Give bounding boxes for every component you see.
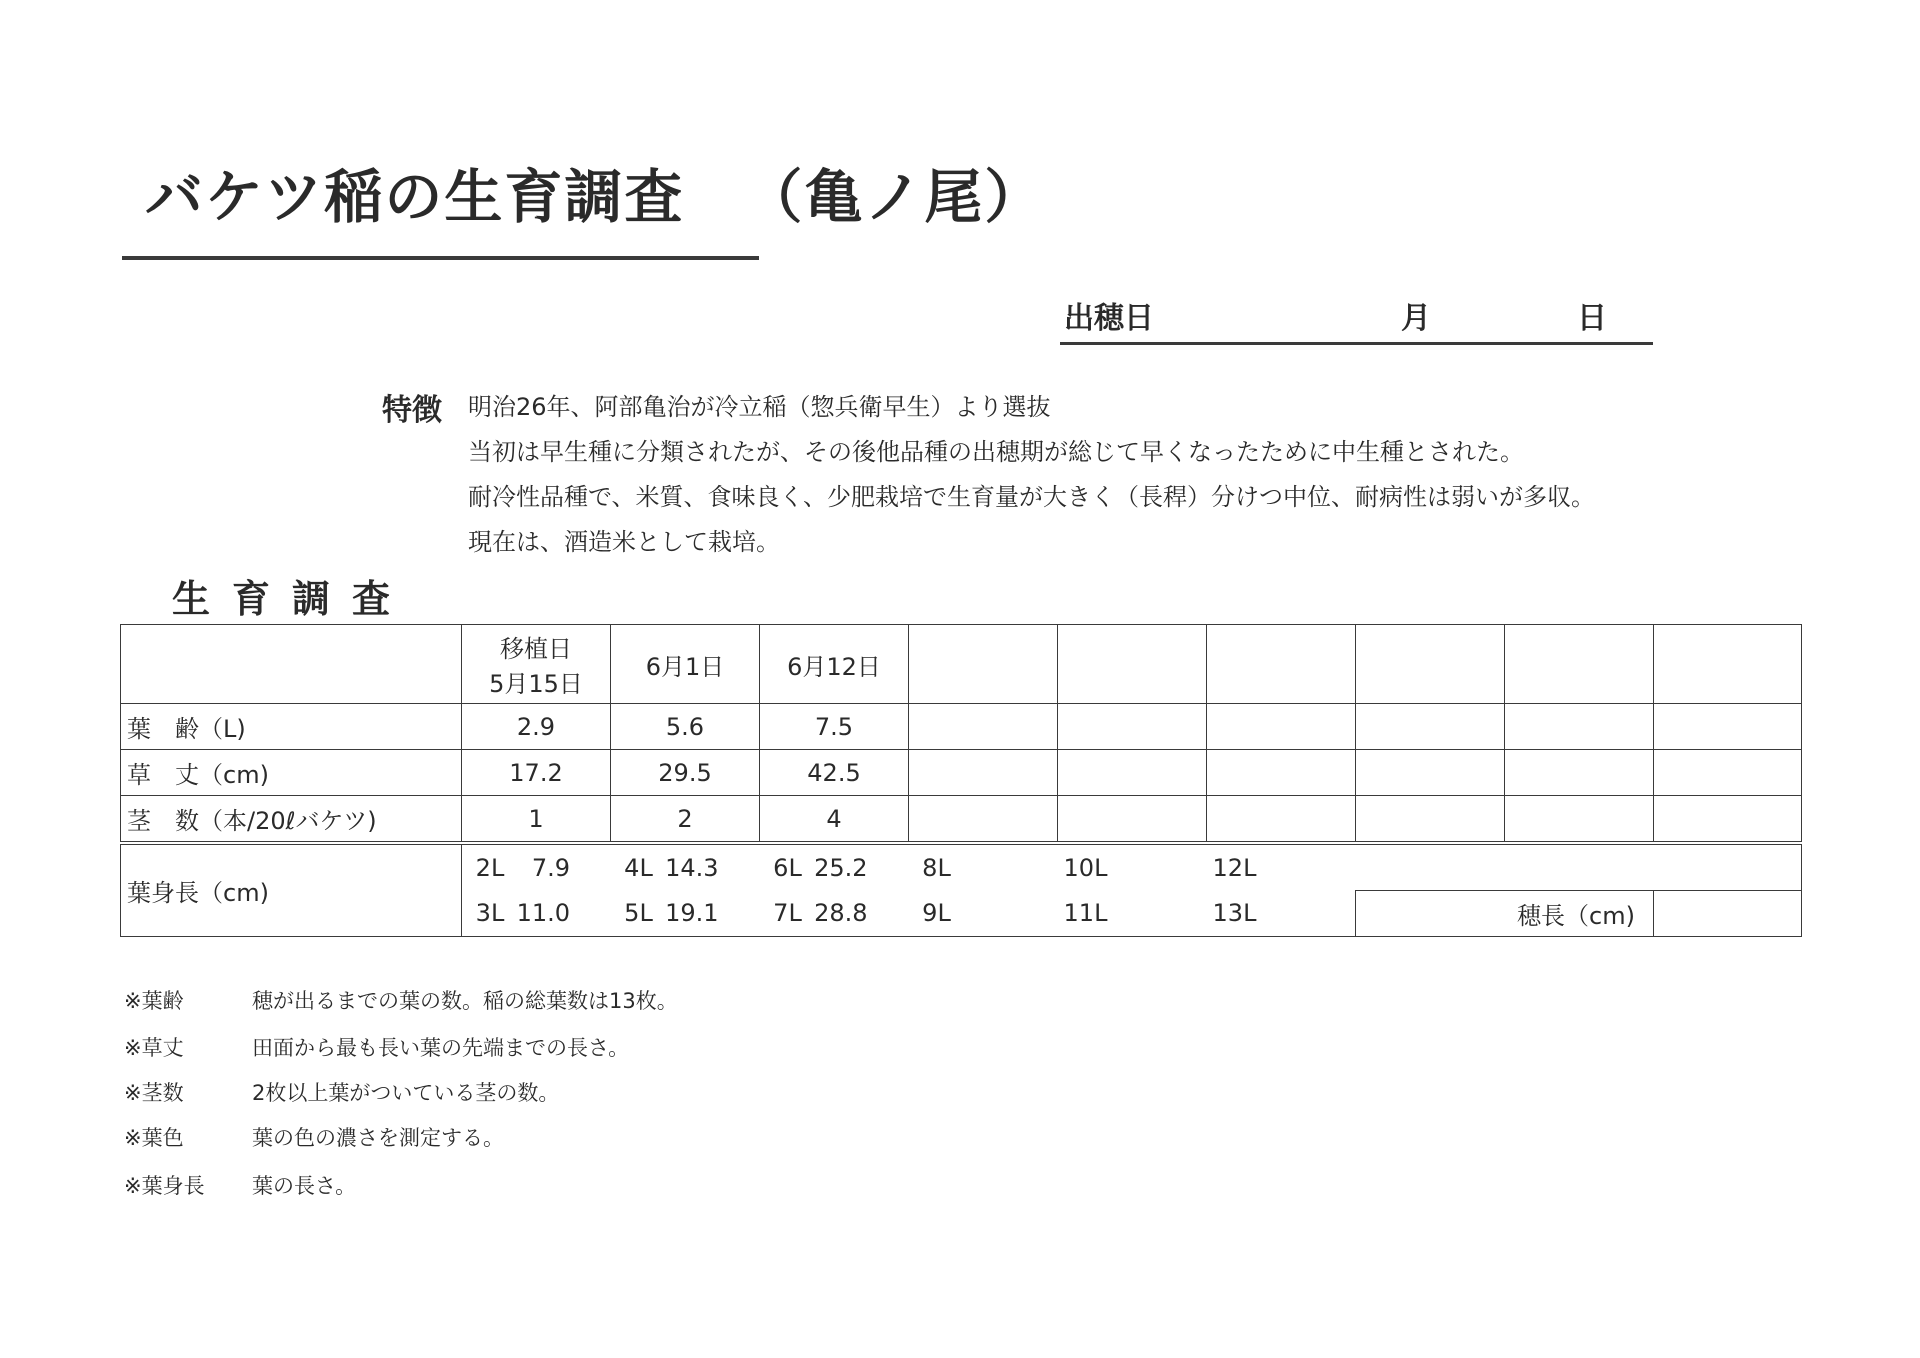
note-text: 葉の色の濃さを測定する。 (252, 1126, 504, 1150)
value-cell: 7.5 (760, 704, 909, 750)
note-text: 2枚以上葉がついている茎の数。 (252, 1081, 560, 1105)
empty-value-cell[interactable] (909, 704, 1058, 750)
empty-value-cell[interactable] (1505, 750, 1654, 796)
leaf-length-value: 28.8 (814, 899, 868, 928)
note-leaf-length (124, 1170, 356, 1200)
leaf-number: 7L (773, 899, 802, 928)
date-header-line1: 6月1日 (645, 652, 725, 681)
note-term: ※葉色 (124, 1126, 184, 1150)
note-leaf-color (124, 1122, 504, 1152)
empty-date-cell[interactable] (1207, 625, 1356, 704)
leaf-length-value: 19.1 (665, 899, 719, 928)
leaf-length-cell[interactable] (1207, 843, 1356, 891)
panicle-length-label: 穂長（cm) (1356, 891, 1654, 937)
row-label: 草 丈（cm) (121, 750, 462, 796)
empty-value-cell[interactable] (1207, 750, 1356, 796)
empty-value-cell[interactable] (1058, 796, 1207, 844)
note-text: 葉の長さ。 (252, 1174, 357, 1198)
leaf-number: 9L (922, 899, 951, 928)
leaf-length-cell (462, 891, 611, 937)
date-header-cell (760, 625, 909, 704)
value-cell: 4 (760, 796, 909, 844)
feature-line-3: 耐冷性品種で、米質、食味良く、少肥栽培で生育量が大きく（長稈）分けつ中位、耐病性は弱いが多収。 (468, 483, 1596, 511)
feature-line-1: 明治26年、阿部亀治が冷立稲（惣兵衛早生）より選抜 (468, 393, 1051, 421)
empty-value-cell[interactable] (1356, 750, 1505, 796)
survey-section-title: 生育調査 (172, 577, 413, 621)
leaf-length-blank (1356, 843, 1802, 891)
table-row-plant-height (121, 750, 1802, 796)
leaf-length-cell (462, 843, 611, 891)
empty-value-cell[interactable] (1058, 750, 1207, 796)
date-header-line1: 6月12日 (787, 652, 881, 681)
empty-value-cell[interactable] (909, 750, 1058, 796)
leaf-length-cell (760, 843, 909, 891)
feature-line-2: 当初は早生種に分類されたが、その後他品種の出穂期が総じて早くなったために中生種とされた。 (468, 438, 1524, 466)
row-label: 葉身長（cm) (121, 843, 462, 937)
table-header-row (121, 625, 1802, 704)
note-term: ※葉身長 (124, 1174, 205, 1198)
leaf-number: 8L (922, 853, 951, 882)
empty-value-cell[interactable] (1505, 796, 1654, 844)
empty-value-cell[interactable] (1654, 796, 1802, 844)
leaf-number: 4L (624, 853, 653, 882)
empty-value-cell[interactable] (1505, 704, 1654, 750)
leaf-length-value: 7.9 (531, 853, 570, 882)
value-cell: 1 (462, 796, 611, 844)
leaf-number: 12L (1212, 853, 1257, 882)
leaf-number: 3L (475, 899, 505, 928)
empty-value-cell[interactable] (909, 796, 1058, 844)
row-label: 茎 数（本/20ℓバケツ) (121, 796, 462, 844)
empty-date-cell[interactable] (1505, 625, 1654, 704)
leaf-length-cell (760, 891, 909, 937)
value-cell: 5.6 (611, 704, 760, 750)
leaf-length-cell[interactable] (1207, 891, 1356, 937)
heading-month-label: 月 (1401, 301, 1431, 336)
leaf-length-cell[interactable] (1058, 843, 1207, 891)
date-header-line1: 移植日 (500, 635, 572, 663)
note-text: 田面から最も長い葉の先端までの長さ。 (252, 1036, 630, 1060)
leaf-number: 5L (624, 899, 653, 928)
empty-value-cell[interactable] (1654, 750, 1802, 796)
empty-date-cell[interactable] (1356, 625, 1505, 704)
empty-value-cell[interactable] (1654, 704, 1802, 750)
date-header-cell (462, 625, 611, 704)
heading-date-label: 出穂日 (1064, 301, 1154, 336)
empty-date-cell[interactable] (1058, 625, 1207, 704)
note-leaf-age (124, 985, 678, 1015)
heading-date-field (1064, 293, 1651, 345)
heading-date-underline (1060, 342, 1653, 345)
empty-value-cell[interactable] (1207, 796, 1356, 844)
value-cell: 17.2 (462, 750, 611, 796)
empty-value-cell[interactable] (1058, 704, 1207, 750)
title-main: バケツ稲の生育調査 (145, 163, 685, 231)
date-header-cell (611, 625, 760, 704)
page-title (145, 163, 1045, 231)
features-label: 特徴 (382, 393, 442, 428)
table-row-leaf-length-1 (121, 843, 1802, 891)
leaf-length-value: 11.0 (516, 899, 570, 928)
header-corner-cell (121, 625, 462, 704)
table-row-stem-count (121, 796, 1802, 844)
empty-value-cell[interactable] (1207, 704, 1356, 750)
value-cell: 29.5 (611, 750, 760, 796)
empty-value-cell[interactable] (1356, 796, 1505, 844)
title-underline (122, 256, 759, 260)
note-plant-height (124, 1032, 629, 1062)
leaf-length-cell[interactable] (909, 843, 1058, 891)
leaf-number: 2L (475, 853, 505, 882)
title-variety: （亀ノ尾） (744, 163, 1045, 231)
table-row-leaf-age (121, 704, 1802, 750)
value-cell: 2 (611, 796, 760, 844)
leaf-length-cell (611, 891, 760, 937)
note-text: 穂が出るまでの葉の数。稲の総葉数は13枚。 (252, 989, 678, 1013)
empty-date-cell[interactable] (909, 625, 1058, 704)
leaf-length-value: 25.2 (814, 853, 868, 882)
value-cell: 42.5 (760, 750, 909, 796)
value-cell: 2.9 (462, 704, 611, 750)
leaf-number: 13L (1212, 899, 1257, 928)
leaf-length-cell[interactable] (909, 891, 1058, 937)
panicle-length-value-cell[interactable] (1654, 891, 1802, 937)
leaf-number: 6L (773, 853, 802, 882)
leaf-number: 10L (1063, 853, 1108, 882)
growth-survey-table (120, 624, 1802, 937)
date-header-line2: 5月15日 (489, 670, 583, 698)
feature-line-4: 現在は、酒造米として栽培。 (468, 528, 780, 556)
note-stem-count (124, 1077, 559, 1107)
leaf-number: 11L (1063, 899, 1108, 928)
heading-day-label: 日 (1577, 301, 1607, 336)
empty-value-cell[interactable] (1356, 704, 1505, 750)
leaf-length-cell[interactable] (1058, 891, 1207, 937)
row-label: 葉 齢（L) (121, 704, 462, 750)
empty-date-cell[interactable] (1654, 625, 1802, 704)
note-term: ※草丈 (124, 1036, 184, 1060)
note-term: ※葉齢 (124, 989, 184, 1013)
leaf-length-value: 14.3 (665, 853, 719, 882)
note-term: ※茎数 (124, 1081, 184, 1105)
leaf-length-cell (611, 843, 760, 891)
